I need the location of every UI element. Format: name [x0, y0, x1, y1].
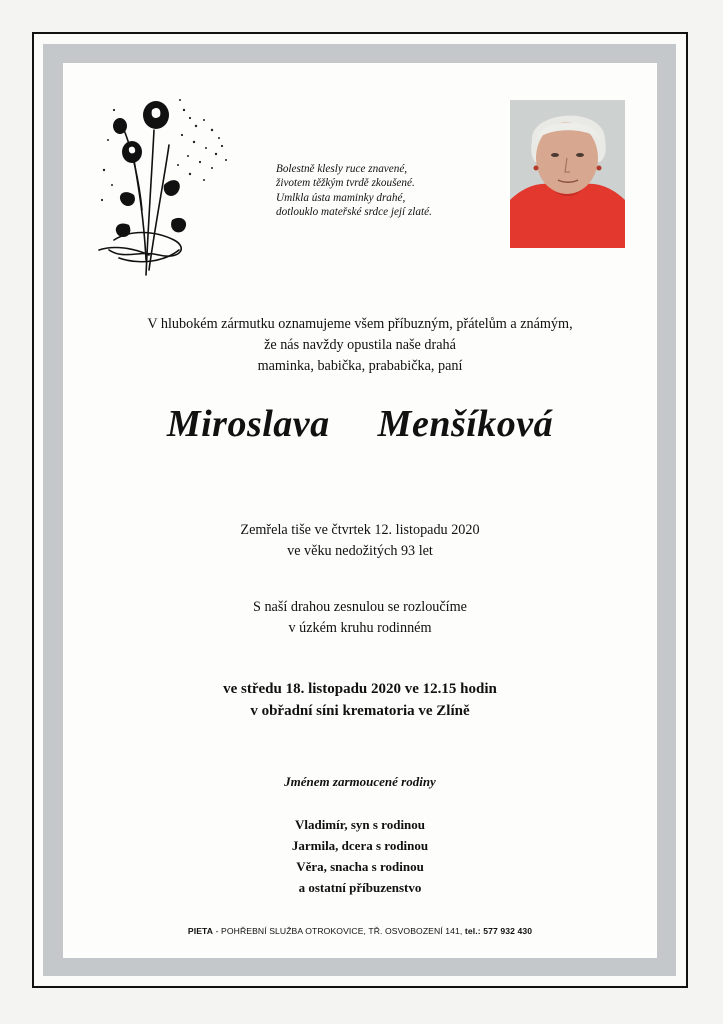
- footer-phone: tel.: 577 932 430: [464, 926, 533, 936]
- death-line: Zemřela tiše ve čtvrtek 12. listopadu 2020: [240, 522, 480, 538]
- poem: [276, 162, 506, 220]
- ceremony-line: ve středu 18. listopadu 2020 ve 12.15 hodin: [223, 681, 497, 697]
- announcement-intro: [63, 314, 657, 377]
- ceremony-line: v obřadní síni krematoria ve Zlíně: [250, 703, 470, 719]
- farewell-line: v úzkém kruhu rodinném: [288, 620, 432, 636]
- funeral-service-footer: [63, 926, 657, 936]
- family-list: [63, 814, 657, 898]
- intro-line: maminka, babička, prababička, paní: [257, 358, 463, 374]
- portrait-photo: [510, 100, 625, 248]
- family-heading: Jménem zarmoucené rodiny: [284, 774, 436, 789]
- ceremony-details: [63, 678, 657, 722]
- farewell-text: [63, 597, 657, 639]
- farewell-line: S naší drahou zesnulou se rozloučíme: [253, 599, 467, 615]
- poem-line: Bolestně klesly ruce znavené,: [276, 163, 408, 175]
- poem-line: životem těžkým tvrdě zkoušené.: [276, 177, 415, 190]
- deceased-name: Miroslava Menšíková: [166, 403, 554, 445]
- family-member: Věra, snacha s rodinou: [296, 859, 424, 874]
- footer-address: - POHŘEBNÍ SLUŽBA OTROKOVICE, TŘ. OSVOBOZENÍ 141,: [213, 926, 465, 936]
- family-member: Vladimír, syn s rodinou: [294, 817, 426, 832]
- death-details: [63, 520, 657, 562]
- poem-line: dotlouklo mateřské srdce její zlaté.: [276, 206, 432, 219]
- family-member: a ostatní příbuzenstvo: [298, 880, 422, 895]
- poem-line: Umlkla ústa maminky drahé,: [276, 191, 406, 204]
- intro-line: V hlubokém zármutku oznamujeme všem příbuzným, přátelům a známým,: [147, 316, 573, 332]
- footer-brand: PIETA: [187, 926, 214, 936]
- death-line: ve věku nedožitých 93 let: [287, 543, 433, 559]
- rose-bouquet-icon: [94, 90, 234, 285]
- family-member: Jarmila, dcera s rodinou: [291, 838, 429, 853]
- intro-line: že nás navždy opustila naše drahá: [264, 337, 456, 353]
